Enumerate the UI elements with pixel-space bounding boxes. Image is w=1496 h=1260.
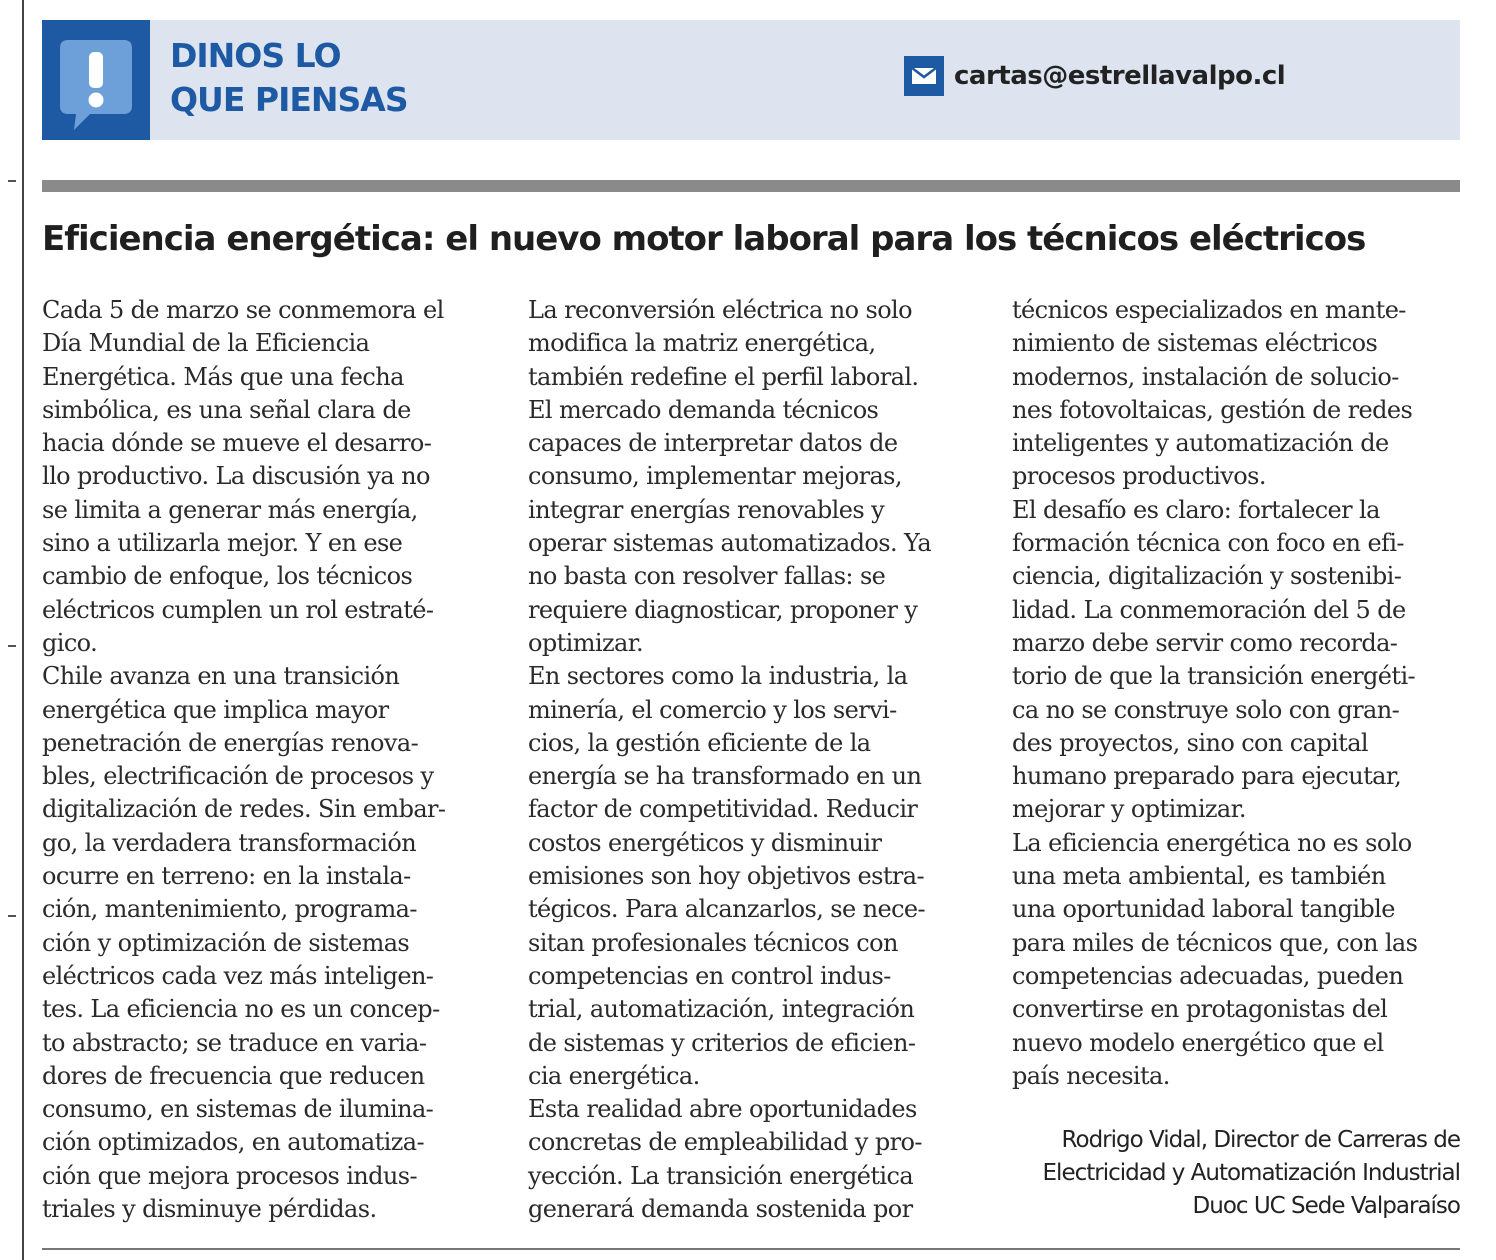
article-text-line: marzo debe servir como recorda- <box>1012 628 1398 657</box>
banner-title <box>170 34 408 122</box>
article-text-line: Día Mundial de la Eficiencia <box>42 329 370 358</box>
article-text-line: ca no se construye solo con gran- <box>1012 695 1400 724</box>
article-text-line: ción optimizados, en automatiza- <box>42 1128 424 1157</box>
article-text-line: convertirse en protagonistas del <box>1012 995 1388 1024</box>
article-text-line: energética que implica mayor <box>42 695 389 724</box>
contact-email <box>904 56 1285 96</box>
article-text-line: eléctricos cumplen un rol estraté- <box>42 595 434 624</box>
article-text-line: requiere diagnosticar, proponer y <box>528 595 918 624</box>
article-headline: Eficiencia energética: el nuevo motor laboral para los técnicos eléctricos <box>42 219 1366 259</box>
section-divider-bar <box>42 180 1460 192</box>
article-text-line: ción que mejora procesos indus- <box>42 1161 417 1190</box>
article-text-line: capaces de interpretar datos de <box>528 429 898 458</box>
article-text-line: consumo, implementar mejoras, <box>528 462 902 491</box>
article-text-line: penetración de energías renova- <box>42 728 419 757</box>
banner-title-line-2: QUE PIENSAS <box>170 80 408 119</box>
article-text-line: eléctricos cada vez más inteligen- <box>42 961 434 990</box>
article-text-line: cambio de enfoque, los técnicos <box>42 562 413 591</box>
article-text-line: país necesita. <box>1012 1061 1170 1090</box>
exclamation-speech-bubble-icon <box>56 36 136 134</box>
article-text-line: competencias adecuadas, pueden <box>1012 961 1404 990</box>
article-text-line: minería, el comercio y los servi- <box>528 695 897 724</box>
article-text-line: nimiento de sistemas eléctricos <box>1012 329 1378 358</box>
article-text-line: to abstracto; se traduce en varia- <box>42 1028 427 1057</box>
article-text-line: go, la verdadera transformación <box>42 828 417 857</box>
article-text-line: hacia dónde se mueve el desarro- <box>42 429 432 458</box>
article-text-line: emisiones son hoy objetivos estra- <box>528 862 925 891</box>
article-text-line: La reconversión eléctrica no solo <box>528 296 912 324</box>
article-text-line: factor de competitividad. Reducir <box>528 795 918 824</box>
bottom-rule <box>42 1248 1460 1250</box>
article-text-line: una meta ambiental, es también <box>1012 862 1386 891</box>
banner-title-line-1: DINOS LO <box>170 36 341 75</box>
article-text-line: El desafío es claro: fortalecer la <box>1012 495 1380 524</box>
article-text-line: costos energéticos y disminuir <box>528 828 882 857</box>
article-column-3 <box>1012 294 1460 1093</box>
article-text-line: una oportunidad laboral tangible <box>1012 895 1395 924</box>
signature-line: Rodrigo Vidal, Director de Carreras de <box>1061 1127 1460 1153</box>
article-column-2 <box>528 294 984 1226</box>
article-text-line: concretas de empleabilidad y pro- <box>528 1128 922 1157</box>
signature-line: Duoc UC Sede Valparaíso <box>1192 1193 1460 1219</box>
article-text-line: Chile avanza en una transición <box>42 662 400 691</box>
article-text-line: mejorar y optimizar. <box>1012 795 1246 824</box>
article-text-line: En sectores como la industria, la <box>528 662 908 691</box>
left-margin-tick <box>8 180 16 182</box>
article-text-line: modifica la matriz energética, <box>528 329 876 358</box>
article-text-line: ciencia, digitalización y sostenibi- <box>1012 562 1402 591</box>
article-text-line: generará demanda sostenida por <box>528 1195 913 1224</box>
article-text-line: llo productivo. La discusión ya no <box>42 462 430 491</box>
email-address-link[interactable]: cartas@estrellavalpo.cl <box>954 61 1286 91</box>
article-text-line: se limita a generar más energía, <box>42 495 418 524</box>
article-text-line: trial, automatización, integración <box>528 995 915 1024</box>
envelope-icon <box>904 56 944 96</box>
article-text-line: Cada 5 de marzo se conmemora el <box>42 296 444 324</box>
article-text-line: modernos, instalación de solucio- <box>1012 362 1399 391</box>
article-text-line: bles, electrificación de procesos y <box>42 762 434 791</box>
article-text-line: cios, la gestión eficiente de la <box>528 728 871 757</box>
article-text-line: de sistemas y criterios de eficien- <box>528 1028 916 1057</box>
article-text-line: ción, mantenimiento, programa- <box>42 895 417 924</box>
article-text-line: procesos productivos. <box>1012 462 1266 491</box>
article-text-line: simbólica, es una señal clara de <box>42 395 411 424</box>
article-text-line: Esta realidad abre oportunidades <box>528 1095 917 1124</box>
article-text-line: torio de que la transición energéti- <box>1012 662 1416 691</box>
page-left-rule <box>22 0 24 1260</box>
article-text-line: El mercado demanda técnicos <box>528 395 879 424</box>
article-text-line: optimizar. <box>528 628 643 657</box>
banner-icon-box <box>42 20 150 140</box>
article-text-line: nuevo modelo energético que el <box>1012 1028 1384 1057</box>
article-text-line: dores de frecuencia que reducen <box>42 1061 425 1090</box>
article-text-line: sino a utilizarla mejor. Y en ese <box>42 529 403 558</box>
article-text-line: La eficiencia energética no es solo <box>1012 828 1412 857</box>
article-text-line: Energética. Más que una fecha <box>42 362 404 391</box>
article-text-line: competencias en control indus- <box>528 961 891 990</box>
left-margin-tick <box>8 645 16 647</box>
article-text-line: nes fotovoltaicas, gestión de redes <box>1012 395 1413 424</box>
letters-banner <box>42 20 1460 140</box>
signature-line: Electricidad y Automatización Industrial <box>1042 1160 1460 1186</box>
article-text-line: gico. <box>42 628 98 657</box>
article-text-line: cia energética. <box>528 1061 700 1090</box>
article-text-line: lidad. La conmemoración del 5 de <box>1012 595 1406 624</box>
article-text-line: sitan profesionales técnicos con <box>528 928 898 957</box>
left-margin-tick <box>8 915 16 917</box>
article-text-line: des proyectos, sino con capital <box>1012 728 1368 757</box>
article-text-line: energía se ha transformado en un <box>528 762 922 791</box>
article-text-line: operar sistemas automatizados. Ya <box>528 529 932 558</box>
article-text-line: yección. La transición energética <box>528 1161 914 1190</box>
article-text-line: tes. La eficiencia no es un concep- <box>42 995 440 1024</box>
article-text-line: humano preparado para ejecutar, <box>1012 762 1402 791</box>
article-text-line: tégicos. Para alcanzarlos, se nece- <box>528 895 926 924</box>
article-text-line: también redefine el perfil laboral. <box>528 362 919 391</box>
article-column-1 <box>42 294 498 1226</box>
article-text-line: para miles de técnicos que, con las <box>1012 928 1418 957</box>
author-signature <box>1043 1124 1460 1223</box>
article-text-line: digitalización de redes. Sin embar- <box>42 795 446 824</box>
article-text-line: integrar energías renovables y <box>528 495 885 524</box>
article-text-line: técnicos especializados en mante- <box>1012 296 1406 324</box>
article-text-line: consumo, en sistemas de ilumina- <box>42 1095 434 1124</box>
article-text-line: triales y disminuye pérdidas. <box>42 1195 377 1224</box>
article-text-line: no basta con resolver fallas: se <box>528 562 886 591</box>
article-text-line: inteligentes y automatización de <box>1012 429 1389 458</box>
article-text-line: ción y optimización de sistemas <box>42 928 410 957</box>
article-text-line: formación técnica con foco en efi- <box>1012 529 1404 558</box>
article-text-line: ocurre en terreno: en la instala- <box>42 862 411 891</box>
